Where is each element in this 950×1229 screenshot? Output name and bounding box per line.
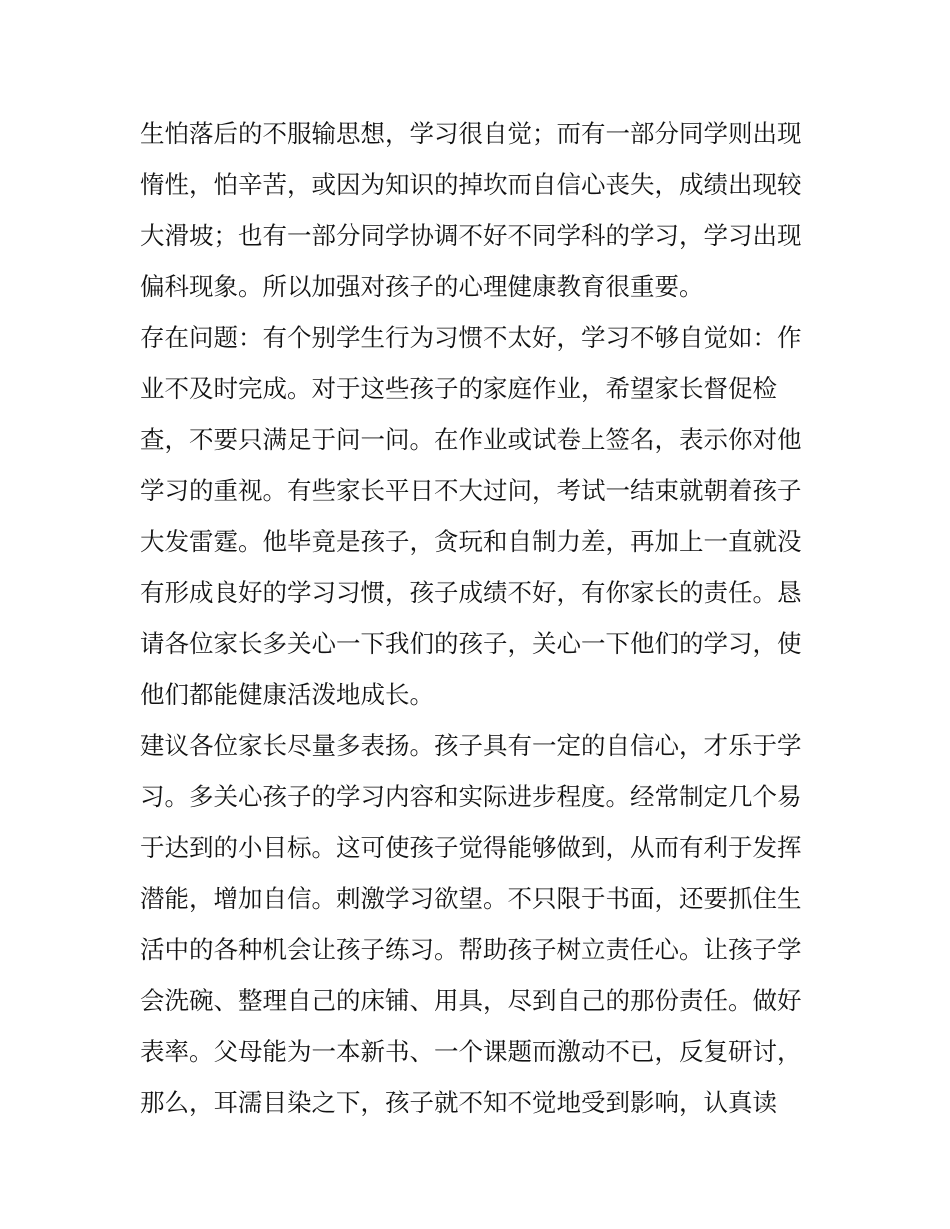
text-line: 偏科现象。所以加强对孩子的心理健康教育很重要。 (140, 272, 704, 301)
text-line: 大发雷霆。他毕竟是孩子，贪玩和自制力差，再加上一直就没 (140, 527, 802, 556)
text-line: 生怕落后的不服输思想，学习很自觉；而有一部分同学则出现 (140, 119, 802, 148)
text-line: 潜能，增加自信。刺激学习欲望。不只限于书面，还要抓住生 (140, 884, 802, 913)
text-line: 学习的重视。有些家长平日不大过问，考试一结束就朝着孩子 (140, 476, 802, 505)
text-line: 大滑坡；也有一部分同学协调不好不同学科的学习，学习出现 (140, 221, 802, 250)
text-line: 习。多关心孩子的学习内容和实际进步程度。经常制定几个易 (140, 782, 802, 811)
text-line: 会洗碗、整理自己的床铺、用具，尽到自己的那份责任。做好 (140, 986, 802, 1015)
text-line: 那么，耳濡目染之下，孩子就不知不觉地受到影响，认真读 (140, 1088, 777, 1117)
text-line: 惰性，怕辛苦，或因为知识的掉坎而自信心丧失，成绩出现较 (140, 170, 802, 199)
text-line: 建议各位家长尽量多表扬。孩子具有一定的自信心，才乐于学 (140, 731, 802, 760)
text-line: 查，不要只满足于问一问。在作业或试卷上签名，表示你对他 (140, 425, 802, 454)
text-line: 活中的各种机会让孩子练习。帮助孩子树立责任心。让孩子学 (140, 935, 802, 964)
text-line: 请各位家长多关心一下我们的孩子，关心一下他们的学习，使 (140, 629, 802, 658)
document-body (140, 108, 820, 1128)
text-line: 表率。父母能为一本新书、一个课题而激动不已，反复研讨， (140, 1037, 802, 1066)
text-line: 有形成良好的学习习惯，孩子成绩不好，有你家长的责任。恳 (140, 578, 802, 607)
text-line: 存在问题：有个别学生行为习惯不太好，学习不够自觉如：作 (140, 323, 802, 352)
text-line: 业不及时完成。对于这些孩子的家庭作业，希望家长督促检 (140, 374, 777, 403)
text-line: 他们都能健康活泼地成长。 (140, 680, 434, 709)
text-line: 于达到的小目标。这可使孩子觉得能够做到，从而有利于发挥 (140, 833, 802, 862)
